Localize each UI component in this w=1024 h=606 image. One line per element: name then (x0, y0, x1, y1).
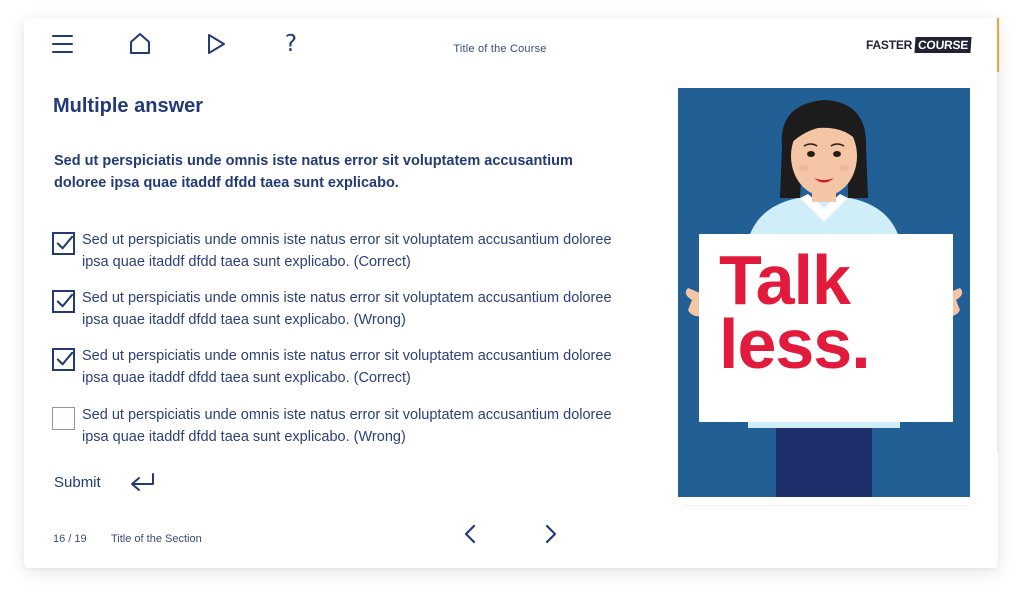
sign-line-2: less. (719, 305, 870, 383)
divider (997, 72, 998, 452)
help-glyph: ? (284, 31, 298, 57)
previous-arrow-icon[interactable] (459, 522, 481, 546)
submit-button[interactable]: Submit (54, 474, 101, 491)
page-indicator: 16 / 19 (53, 533, 87, 545)
checkbox-unchecked[interactable] (52, 407, 75, 430)
checkbox-checked[interactable] (52, 290, 75, 313)
logo-text-faster: FASTER (866, 37, 913, 52)
illustration-woman-holding-sign (678, 88, 970, 497)
enter-return-icon[interactable] (128, 470, 158, 496)
option-label: Sed ut perspiciatis unde omnis iste natus error sit voluptatem accusantium doloree ipsa quae itaddf dfdd taea sunt explicabo. (Correct) (82, 348, 612, 386)
sign-text (719, 241, 870, 383)
section-title: Title of the Section (111, 533, 202, 545)
answer-option-1[interactable] (52, 232, 642, 273)
answer-option-2[interactable] (52, 290, 642, 331)
logo (866, 36, 971, 53)
option-label: Sed ut perspiciatis unde omnis iste natus error sit voluptatem accusantium doloree ipsa quae itaddf dfdd taea sunt explicabo. (Wrong) (82, 290, 612, 328)
logo-text-course: COURSE (915, 37, 972, 53)
divider (684, 505, 968, 506)
help-icon[interactable] (277, 30, 305, 58)
checkbox-checked[interactable] (52, 232, 75, 255)
home-icon[interactable] (126, 30, 154, 58)
option-label: Sed ut perspiciatis unde omnis iste natus error sit voluptatem accusantium doloree ipsa quae itaddf dfdd taea sunt explicabo. (Wrong) (82, 407, 612, 445)
accent-bar (997, 18, 999, 72)
next-arrow-icon[interactable] (540, 522, 562, 546)
sign-line-1: Talk (719, 241, 850, 319)
page-title: Multiple answer (53, 95, 204, 117)
sign-board (699, 234, 953, 422)
option-label: Sed ut perspiciatis unde omnis iste natus error sit voluptatem accusantium doloree ipsa quae itaddf dfdd taea sunt explicabo. (Correct) (82, 232, 612, 270)
question-text: Sed ut perspiciatis unde omnis iste natus error sit voluptatem accusantium doloree ipsa quae itaddf dfdd taea sunt explicabo. (54, 153, 573, 191)
answer-option-3[interactable] (52, 348, 642, 389)
answer-option-4[interactable] (52, 407, 642, 448)
play-icon[interactable] (202, 30, 230, 58)
menu-icon[interactable] (50, 30, 78, 58)
checkbox-checked[interactable] (52, 348, 75, 371)
course-title: Title of the Course (453, 43, 547, 55)
